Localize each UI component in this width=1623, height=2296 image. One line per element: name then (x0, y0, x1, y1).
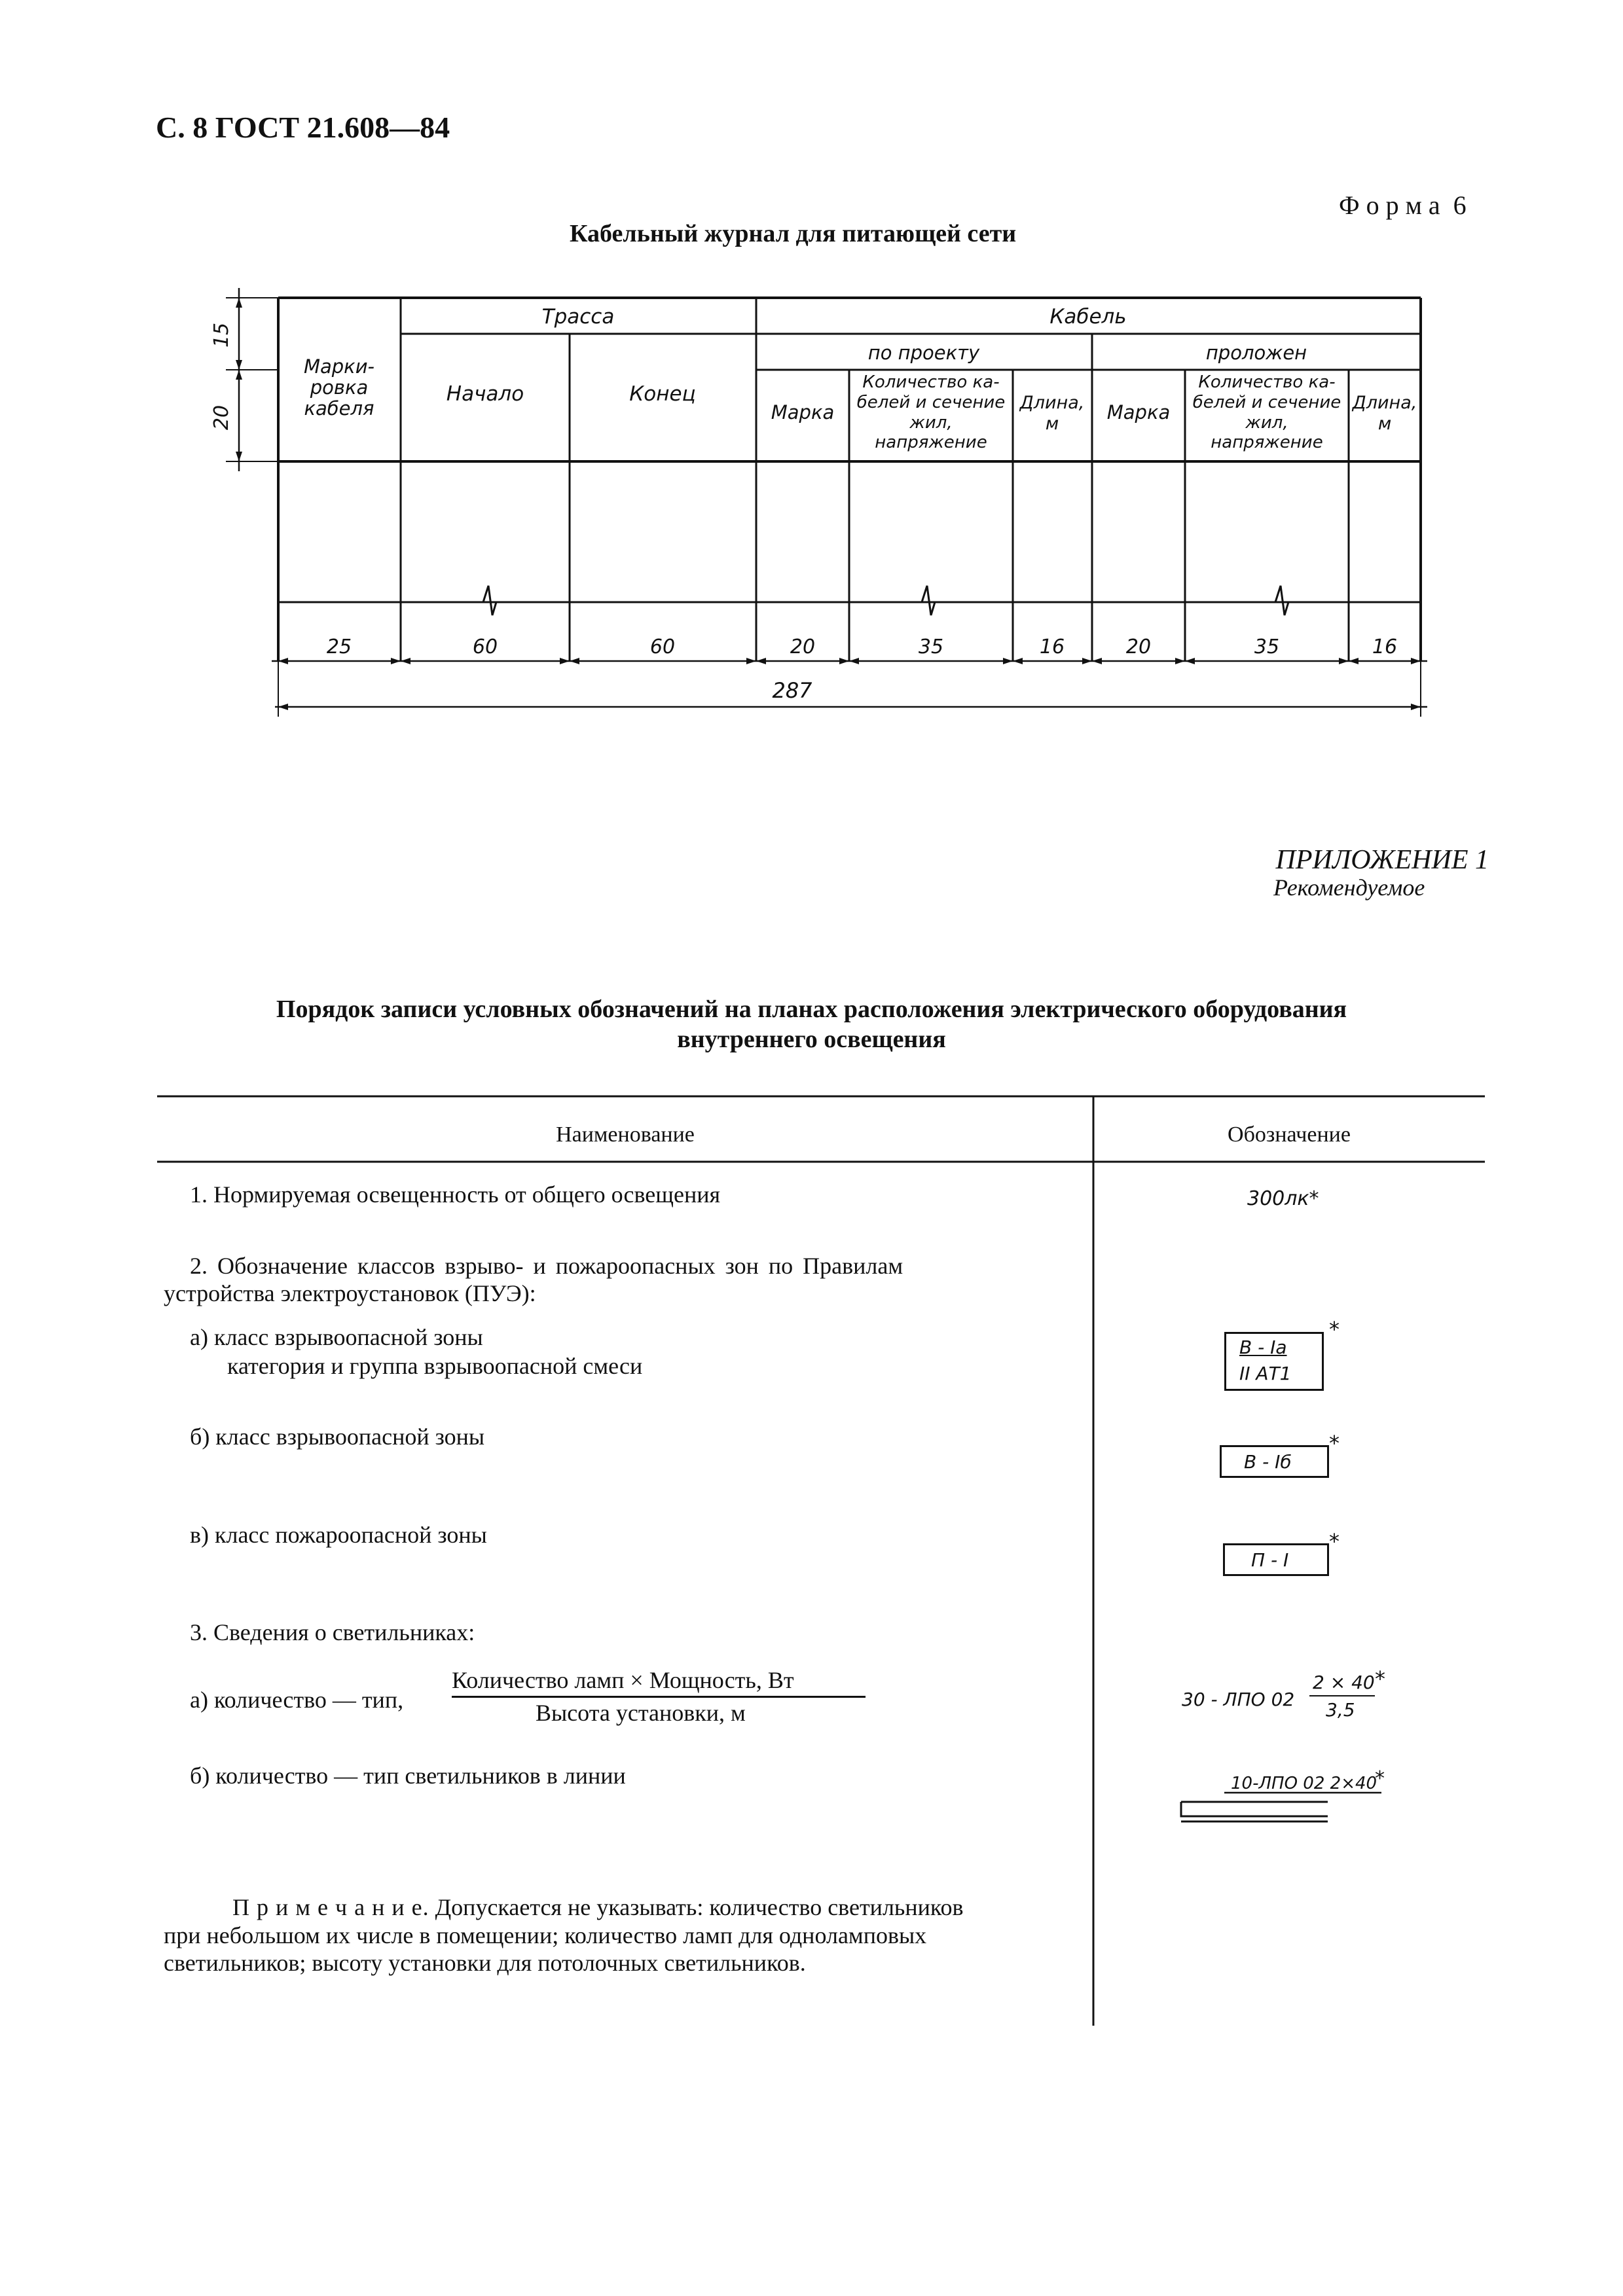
luminaire-line-symbol (1178, 1790, 1388, 1829)
note-lead: П р и м е ч а н и е. (232, 1894, 429, 1920)
width-label: 16 (1372, 636, 1398, 658)
width-label: 25 (326, 636, 352, 658)
row-luminaires-count-type: а) количество — тип, (190, 1687, 404, 1713)
dim-label-15: 15 (210, 322, 233, 348)
asterisk: * (1329, 1529, 1340, 1554)
row-zone-classes-line1: 2. Обозначение классов взрыво- и пожароопасных зон по Правилам (190, 1253, 903, 1279)
brand-header-laid: Марка (1106, 401, 1171, 423)
length-header-project-l2: м (1045, 414, 1059, 434)
row-explosive-zone-class-b: б) класс взрывоопасной зоны (190, 1424, 485, 1450)
count-header-laid-l4: напряжение (1211, 433, 1323, 452)
symbol-luminaire-line-label: 10-ЛПО 02 2×40 (1231, 1774, 1377, 1793)
appendix-title: ПРИЛОЖЕНИЕ 1 (1275, 845, 1489, 875)
row-luminaires-info: 3. Сведения о светильниках: (190, 1619, 475, 1645)
laid-header: проложен (1205, 342, 1307, 364)
note-text-1: Допускается не указывать: количество светильников (429, 1894, 964, 1920)
width-label: 60 (649, 636, 676, 658)
col-marking-line3: кабеля (304, 397, 374, 420)
col-marking-line1: Марки- (303, 355, 375, 378)
symbol-fire-zone-text: П - I (1251, 1549, 1289, 1571)
width-label: 16 (1039, 636, 1065, 658)
row-fire-zone-class: в) класс пожароопасной зоны (190, 1522, 487, 1548)
symbol-luminaire-bar (1309, 1695, 1375, 1696)
cable-journal-form (0, 0, 1623, 753)
row-explosive-mixture-category: категория и группа взрывоопасной смеси (227, 1353, 643, 1379)
fraction-numerator: Количество ламп × Мощность, Вт (452, 1667, 794, 1693)
dim-label-20: 20 (210, 404, 233, 431)
symbol-zone-class-top: В - Iа (1239, 1336, 1287, 1358)
brand-header-project: Марка (771, 401, 835, 423)
section-title-line1: Порядок записи условных обозначений на планах расположения электрического оборудования (276, 996, 1347, 1023)
note-line3: светильников; высоту установки для потолочных светильников. (164, 1950, 806, 1976)
width-label: 60 (472, 636, 498, 658)
symbol-luminaire-denominator: 3,5 (1326, 1699, 1355, 1721)
width-label: 35 (1254, 636, 1280, 658)
width-label: 35 (918, 636, 944, 658)
count-header-laid-l2: белей и сечение (1192, 393, 1341, 412)
length-header-laid-l1: Длина, (1352, 393, 1417, 413)
total-width-label: 287 (772, 678, 812, 703)
length-header-project-l1: Длина, (1019, 393, 1085, 413)
asterisk: * (1375, 1767, 1385, 1790)
count-header-laid-l1: Количество ка- (1198, 372, 1336, 392)
start-header: Начало (446, 382, 524, 406)
row-zone-classes-line2: устройства электроустановок (ПУЭ): (164, 1280, 536, 1306)
note-line2: при небольшом их числе в помещении; количество ламп для одноламповых (164, 1922, 927, 1948)
form-title: Кабельный журнал для питающей сети (570, 220, 1017, 247)
asterisk: * (1375, 1666, 1385, 1691)
symbol-luminaire-numerator: 2 × 40 (1313, 1672, 1375, 1693)
count-header-project-l1: Количество ка- (862, 372, 1000, 392)
count-header-project-l2: белей и сечение (856, 393, 1006, 412)
column-header-name: Наименование (556, 1122, 695, 1147)
symbol-zone-class-b-text: В - Iб (1244, 1451, 1292, 1473)
end-header: Конец (629, 382, 696, 406)
appendix-subtitle: Рекомендуемое (1273, 874, 1425, 901)
width-label: 20 (1125, 636, 1152, 658)
note-line1 (232, 1893, 964, 1921)
count-header-laid-l3: жил, (1245, 413, 1288, 433)
symbol-illuminance: 300лк* (1247, 1187, 1319, 1210)
symbol-explosive-zone-b (1220, 1445, 1329, 1478)
route-header: Трасса (541, 305, 615, 329)
fraction-bar (452, 1696, 866, 1698)
fraction-denominator: Высота установки, м (536, 1700, 746, 1726)
column-header-symbol: Обозначение (1228, 1122, 1351, 1147)
row-normed-illuminance: 1. Нормируемая освещенность от общего освещения (190, 1181, 721, 1208)
symbol-mixture-bottom: II АТ1 (1239, 1363, 1292, 1384)
symbol-fire-zone (1223, 1543, 1329, 1576)
page-header: С. 8 ГОСТ 21.608—84 (156, 111, 450, 144)
length-header-laid-l2: м (1377, 414, 1392, 434)
row-luminaires-in-line: б) количество — тип светильников в линии (190, 1763, 626, 1789)
symbol-explosive-zone-mixture (1224, 1332, 1324, 1391)
count-header-project-l4: напряжение (875, 433, 987, 452)
form-label: Ф о р м а 6 (1339, 190, 1467, 220)
cable-header: Кабель (1049, 305, 1127, 329)
width-label: 20 (790, 636, 816, 658)
row-explosive-zone-class: а) класс взрывоопасной зоны (190, 1324, 483, 1350)
asterisk: * (1329, 1431, 1340, 1456)
count-header-project-l3: жил, (909, 413, 953, 433)
by-project-header: по проекту (867, 342, 980, 364)
asterisk: * (1329, 1317, 1340, 1342)
col-marking-line2: ровка (310, 376, 369, 399)
section-title-line2: внутреннего освещения (677, 1026, 946, 1053)
symbol-luminaire-prefix: 30 - ЛПО 02 (1182, 1689, 1295, 1710)
